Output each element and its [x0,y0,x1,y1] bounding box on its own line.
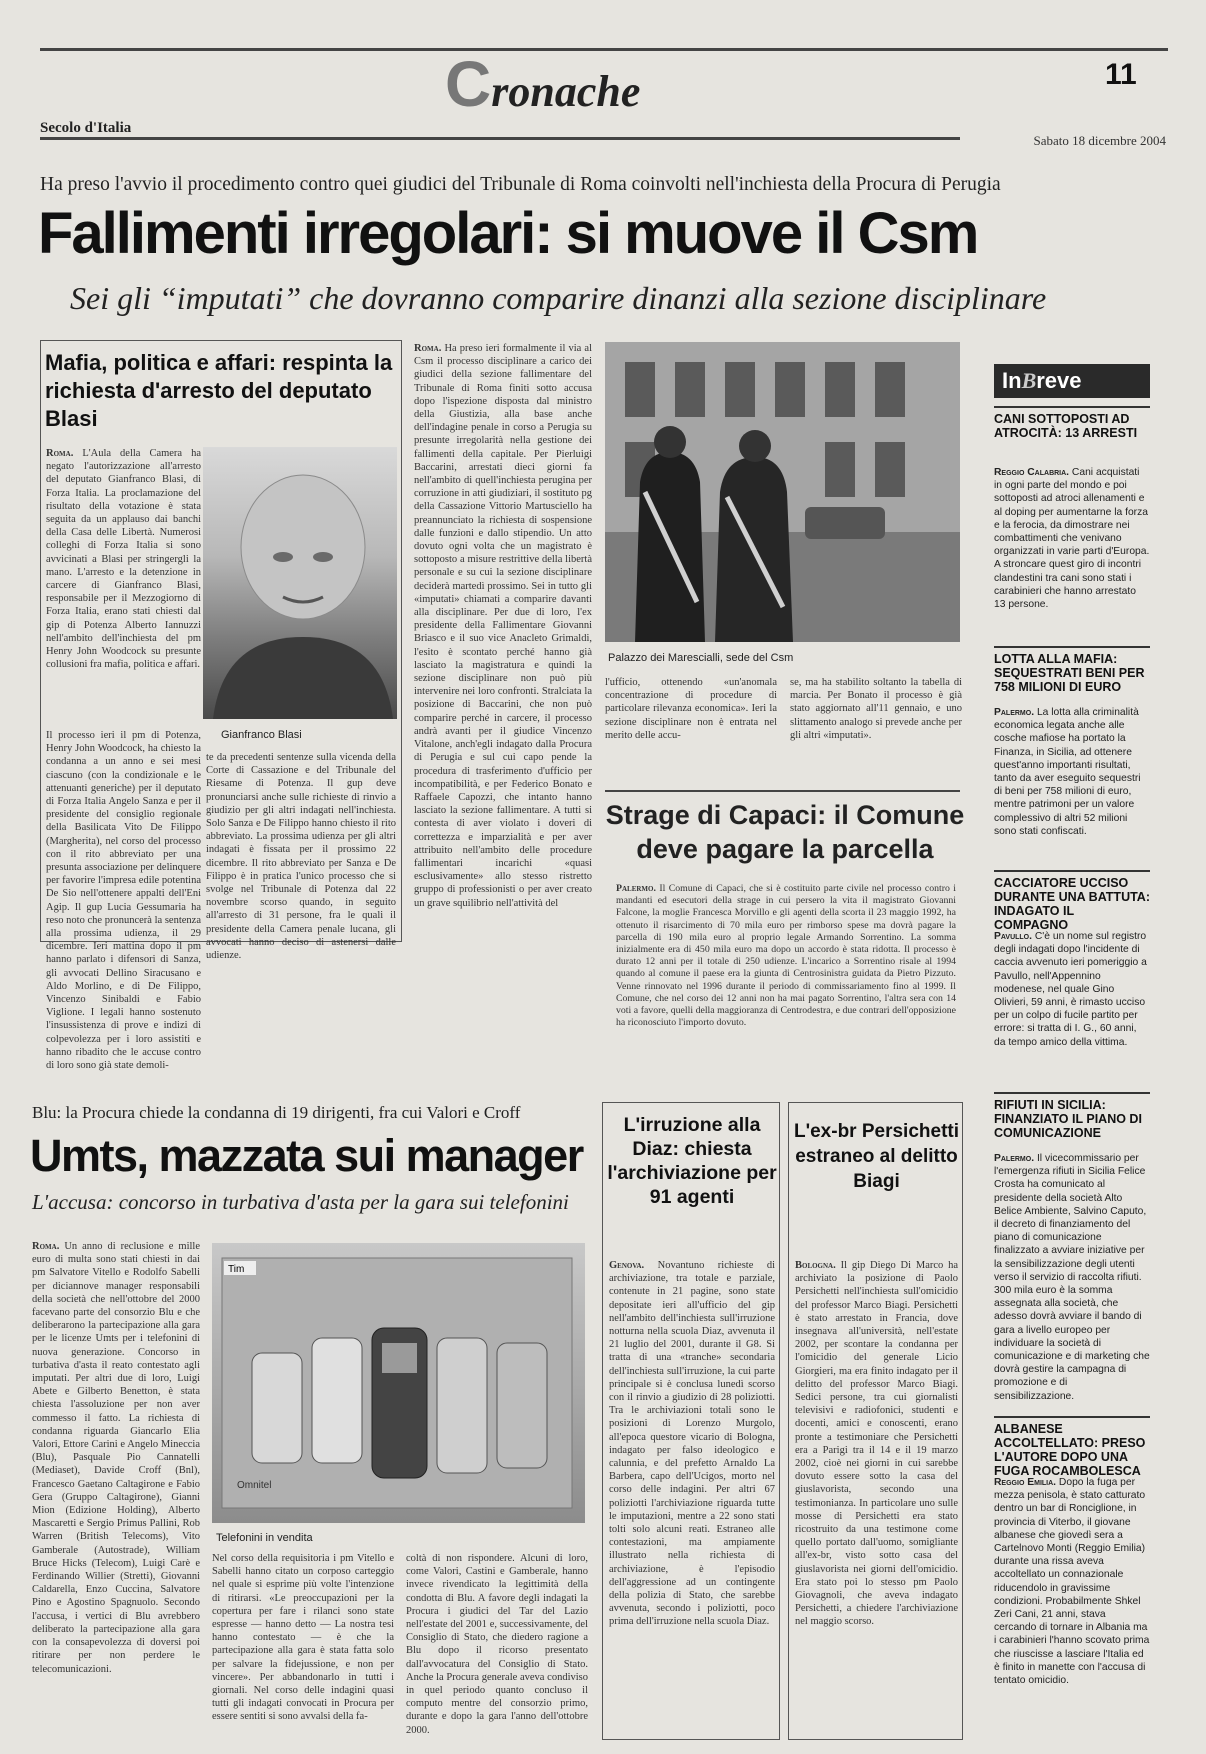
blasi-dateline: Roma. [46,448,74,459]
blasi-text-2: te da precedenti sentenze sulla vicenda della Corte di Cassazione e del Tribunale del Riesame di Potenza. Il gup deve pronunciarsi anche sulle richieste di rinvio a giudizio per gli altri indagati nell'inchiesta. Solo Sanza e De Filippo hanno chiesto il rito abbreviato. La prossima udienza per gli altri indagati è fissata per il prossimo 22 dicembre. Il rito abbreviato per Sanza e De Filippo è in pratica l'unico processo che si svolge nel Tribunale di Potenza dal 22 novembre scorso quando, in seguito all'arresto di 31 persone, fra le quali il presidente della Camera penale lucana, gli avvocati hanno deciso di astenersi dalle udienze. [206,752,396,962]
main-text-3: se, ma ha stabilito soltanto la tabella di marcia. Per Bonato il processo è già stato aggiornato all'11 gennaio, e uno slittamento analogo si prevede anche per gli altri «imputati». [790,677,962,741]
csm-photo-svg [605,342,960,642]
brief-2-text [994,706,1150,856]
brief-1-title: CANI SOTTOPOSTI AD ATROCITÀ: 13 ARRESTI [994,412,1138,440]
page-number: 11 [1105,58,1137,91]
umts-text-2: Nel corso della requisitoria i pm Vitello e Sabelli hanno citato un corposo carteggio nel quale si esprime più volte l'intenzione di ritirarsi. «Le preoccupazioni per la copertura per fare i rilanci sono state espresse — hanno detto — La nostra tesi hanno contestato — è che la partecipazione alla gara è stata fatta solo per salvare la fidejussione, e non per vincere». Per abbandonarlo in tutti i giornali. Nel corso delle indagini quasi tutti gli indagati convocati in Procura per essere sentiti si sono avvalsi della fa- [212,1553,394,1723]
brief-2-title: LOTTA ALLA MAFIA: SEQUESTRATI BENI PER 758 MILIONI DI EURO [994,652,1145,694]
blasi-story-box [40,340,402,1072]
brief-sep-4 [994,1092,1150,1094]
brief-sep-1 [994,406,1150,408]
main-subhead: Sei gli “imputati” che dovranno comparire dinanzi alla sezione disciplinare [70,280,1047,316]
csm-photo-caption: Palazzo dei Marescialli, sede del Csm [608,652,794,664]
diaz-dateline: Genova. [609,1260,645,1271]
blasi-text-col2 [206,751,396,962]
brief-3-title: CACCIATORE UCCISO DURANTE UNA BATTUTA: INDAGATO IL COMPAGNO [994,876,1150,932]
main-text-col1 [414,342,592,944]
brief-5-title: ALBANESE ACCOLTELLATO: PRESO L'AUTORE DOPO UNA FUGA ROCAMBOLESCA [994,1422,1146,1478]
issue-date: Sabato 18 dicembre 2004 [1033,133,1166,148]
capaci-headline: Strage di Capaci: il Comune deve pagare la parcella [605,800,965,864]
umts-dateline: Roma. [32,1241,60,1252]
umts-headline: Umts, mazzata sui manager [30,1130,583,1181]
in-breve-logo-in: In [1002,368,1022,393]
masthead-top-rule [40,48,1168,51]
paper-name: Secolo d'Italia [40,120,132,136]
umts-text-col2 [212,1552,394,1737]
main-text-col2 [605,676,777,796]
blasi-headline: Mafia, politica e affari: respinta la richiesta d'arresto del deputato Blasi [45,350,393,431]
brief-4-dateline: Palermo. [994,1153,1035,1164]
umts-kicker: Blu: la Procura chiede la condanna di 19 dirigenti, fra cui Valori e Croff [32,1103,521,1122]
blasi-photo [203,447,397,719]
brief-5-body: Dopo la fuga per mezza penisola, è stato catturato dentro un bar di Ronciglione, in provincia di Viterbo, il giovane albanese che giovedì sera a Cartelnovo Monti (Reggio Emilia) durante una rissa aveva accoltellato un connazionale riducendolo in gravissime condizioni. Probabilmente Shkel Zeri Cani, 21 anni, stava cercando di tornare in Albania ma i carabinieri l'hanno scovato prima che riuscisse a lasciare l'Italia ed è finito in manette con l'accusa di tentato omicidio. [994,1477,1150,1687]
blasi-text-1a: L'Aula della Camera ha negato l'autorizzazione all'arresto del deputato Gianfranco Blasi, di Forza Italia. La proclamazione del risultato della votazione è stata seguita da un applauso dai banchi della Casa delle Libertà. Numerosi colleghi di Forza Italia si sono avvicinati a Blasi per stringergli la mano. L'arresto e la detenzione in carcere di Gianfranco Blasi, responsabile per il Mezzogiorno di Forza Italia, erano stati chiesti dal gip di Potenza Alberto Iannuzzi nell'ambito dell'inchiesta del pm Henry John Woodcock su presunte collusioni fra mafia, politica e affari. [46,448,201,671]
in-breve-logo-rest: reve [1036,368,1082,393]
section-initial: C [445,48,492,120]
main-headline: Fallimenti irregolari: si muove il Csm [38,201,978,266]
brief-5-dateline: Reggio Emilia. [994,1477,1057,1488]
capaci-dateline: Palermo. [616,883,656,894]
phones-display-tag: Tim [228,1264,245,1275]
biagi-dateline: Bologna. [795,1260,836,1271]
in-breve-logo [994,364,1150,398]
brief-2-body: La lotta alla criminalità economica legata anche alle cosche mafiose ha portato la Finanza, in Sicilia, ad ottenere quest'anno importanti risultati, tanto da aver eseguito sequestri di beni per 758 milioni di euro, mentre patrimoni per un valore complessivo di altri 52 milioni sono stati confiscati. [994,707,1141,837]
brief-sep-2 [994,646,1150,648]
in-breve-logo-b: B [1021,368,1037,393]
masthead-bottom-rule [40,137,960,140]
main-kicker: Ha preso l'avvio il procedimento contro quei giudici del Tribunale di Roma coinvolti nell'inchiesta della Procura di Perugia [40,174,1001,195]
umts-text-col1 [32,1240,200,1735]
brief-sep-3 [994,870,1150,872]
diaz-text [609,1259,775,1735]
umts-text-1: Un anno di reclusione e mille euro di multa sono stati chiesti in dai pm Salvatore Vitello e Rodolfo Sabelli per diciannove manager responsabili della società che nell'ottobre del 2000 facevano parte del consorzio Blu e che deliberarono la partecipazione alla gara per le licenze Umts per i telefonini di nuova generazione. Concorso in turbativa d'asta il reato contestato agli imputati. Per altri due di loro, Luigi Abete e Gilberto Benetton, è stata chiesta l'assoluzione per non aver commesso il fatto. La richiesta di condanna riguarda Giancarlo Elia Valori, Ettore Carini e Angelo Mineccia (Blu), Pasquale Pio Cannatelli (Mediaset), Davide Croff (Bnl), Francesco Gaetano Caltagirone e Fabio Gera (Gruppo Caltagirone), Gianni Mion (Edizione Holding), Alberto Mascaretti e Sergio Primus Pallini, Rob Warren (British Telecoms), Vito Gamberale (Autostrade), William Bruce Hicks (Telecom), Luigi Carè e Ferdinando Willier (Stretti), Giovanni Caldarella, Enzo Cuccina, Salvatore Pino e Agostino Spagnuolo. Secondo l'accusa, i vertici di Blu avrebbero deliberato la partecipazione alla gara con la consapevolezza di doversi poi ritirare per non perdere le telecomunicazioni. [32,1241,200,1675]
capaci-body: Il Comune di Capaci, che si è costituito parte civile nel processo contro i mandanti ed esecutori della strage in cui persero la vita il magistrato Giovanni Falcone, la moglie Francesca Morvillo e gli agenti della scorta il 23 maggio 1992, ha ottenuto il risarcimento di 70 mila euro per rimborso spese ma dovrà pagare la parcella di 190 mila euro al proprio legale Armando Sorrentino. La somma inizialmente era di 450 mila euro ma dopo un accordo è stata ridotta. Il processo è durato 12 anni per il totale di 250 udienze. L'incarico a Sorrentino risale al 1994 quando al comune il paese era la giunta di Centrosinistra guidata da Pietro Pizzuto. Venne rinnovato nel 1996 durante il periodo di commissariamento fino al 1999. Il Comune, che nel corso dei 12 anni non ha mai pagato Sorrentino, l'altra sera con 14 voti a favore, quelli della maggioranza di Centrodestra, e due contrari dell'opposizione ha riconosciuto l'importo dovuto. [616,883,957,1029]
diaz-body: Novantuno richieste di archiviazione, tra totale e parziale, contenute in 21 pagine, sono state depositate ieri all'ufficio del gip nell'ambito dell'inchiesta sull'irruzione notturna nella scuola Diaz, avvenuta il 21 luglio del 2001, durante il G8. Si tratta di una «tranche» secondaria dell'inchiesta sull'irruzione, la cui parte principale si è conclusa lunedì scorso con il rinvio a giudizio di 28 poliziotti. Tra le archiviazioni totali sono le posizioni di Lorenzo Murgolo, all'epoca questore vicario di Bologna, indagato per falso ideologico e calunnia, e del prefetto Arnaldo La Barbera, capo dell'Ucigos, morto nel corso delle indagini. Per altri 67 poliziotti l'archiviazione riguarda tutte le imputazioni, mentre a 22 sono stati tolti solo alcuni reati. Estraneo alle contestazioni, ma ampiamente illustrato nella richiesta di archiviazione, è l'episodio dell'aggressione ad un contingente della polizia di Stato, che sarebbe avvenuta, secondo i poliziotti, poco prima dell'irruzione nella scuola Diaz. [609,1260,775,1628]
blasi-text-col1b [46,729,201,1072]
brief-sep-5 [994,1416,1150,1418]
diaz-headline: L'irruzione alla Diaz: chiesta l'archiviazione per 91 agenti [607,1114,777,1208]
diaz-story-box [602,1102,780,1740]
phones-display-label: Omnitel [237,1480,272,1491]
brief-3-text [994,930,1150,1080]
brief-1-dateline: Reggio Calabria. [994,467,1070,478]
brief-3-body: C'è un nome sul registro degli indagati dopo l'incidente di caccia avvenuto ieri pomeriggio a Pavullo, nell'Appennino modenese, nel quale Gino Olivieri, 59 anni, è rimasto ucciso per un colpo di fucile partito per errore: si tratta di I. G., 60 anni, da tempo amico della vittima. [994,931,1147,1048]
csm-photo [605,342,960,642]
main-text-1: Ha preso ieri formalmente il via al Csm il processo disciplinare a carico dei giudici della sezione fallimentare del Tribunale di Roma finiti sotto accusa dopo l'ispezione disposta dal ministro della Giustizia, alla base anche dell'indagine penale in corso a Perugia su presunte irregolarità nella gestione dei fallimenti della capitale. Per Pierluigi Baccarini, arrestati dieci giorni fa nell'ambito di quell'inchiesta perugina per corruzione in atti giudiziari, il sostituto pg della Cassazione Vittorio Martusciello ha preannunciato la richiesta di sospensione dalle funzioni e dallo stipendio. Un atto dovuto ogni volta che un magistrato è sottoposto a misure restrittive della libertà personale e su cui la sezione disciplinare deciderà martedì prossimo. Sei in tutto gli «imputati» chiamati a comparire davanti alla disciplinare. Per due di loro, l'ex presidente della Fallimentare Giovanni Briasco e il suo vice Anacleto Grimaldi, l'esito è scontato perché hanno già lasciato la magistratura e quindi la sezione disciplinare non può più intervenire nei loro confronti. Stralciata la posizione di Baccarini, che non può comparire perché in carcere, il processo andrà avanti per il giudice Vincenzo Vitalone, anch'egli indagato dalla Procura di Perugia e sul cui capo pende la procedura di trasferimento d'ufficio per incompatibilità, e per Federico Bonato e Raffaele Capozzi, che intanto hanno lasciato la sezione fallimentare. A tutti si contesta di aver violato i doveri di correttezza e imparzialità e per aver attribuito nell'ambito delle procedure fallimentari incarichi «quasi esclusivamente» allo stesso ristretto gruppo di professionisti o per aver creato un grave squilibrio nell'attività del [414,343,592,909]
blasi-photo-caption: Gianfranco Blasi [221,729,302,741]
umts-text-3: coltà di non rispondere. Alcuni di loro, come Valori, Castini e Gamberale, hanno invece rivendicato la legittimità della condotta di Blu. A favore degli indagati la Procura i giudici del Tar del Lazio nell'estate del 2001 e, successivamente, del Consiglio di Stato, che diedero ragione a Blu dopo il ricorso presentato dall'avvocatura del Consiglio di Stato. Anche la Procura generale aveva condiviso in quel periodo quanto concluso il computo mentre del consorzio primo, durante e dopo la gara l'anno dell'ottobre 2000. [406,1553,588,1736]
phones-photo-svg [212,1243,585,1523]
capaci-top-rule [605,790,960,792]
in-breve-column [978,356,1156,1744]
main-text-2: l'ufficio, ottenendo «un'anomala concentrazione di procedure di particolare rilevanza economica». Ieri la sezione disciplinare non è entrata nel merito delle accu- [605,677,777,741]
brief-2-dateline: Palermo. [994,707,1035,718]
umts-text-col3 [406,1552,588,1737]
masthead-section-title [445,48,641,120]
main-text-col3 [790,676,962,796]
main-dateline: Roma. [414,343,442,354]
umts-subhead: L'accusa: concorso in turbativa d'asta per la gara sui telefonini [32,1190,569,1214]
brief-1-text [994,466,1150,636]
brief-4-title: RIFIUTI IN SICILIA: FINANZIATO IL PIANO DI COMUNICAZIONE [994,1098,1142,1140]
blasi-portrait-svg [203,447,397,719]
blasi-text-1b: Il processo ieri il pm di Potenza, Henry John Woodcock, ha chiesto la condanna a un anno e sei mesi ciascuno (con la condizionale e le attenuanti generiche) per il deputato di Forza Italia Angelo Sanza e per il presidente del consiglio regionale della Basilicata Vito De Filippo (Margherita), nel corso del processo con il rito abbreviato per una presunta associazione per delinquere per favorire l'impresa edile potentina De Sio nell'ottenere appalti dell'Eni Agip. Il gup Lucia Gessumaria ha reso noto che pronuncerà la sentenza alla prossima udienza, il 29 dicembre. Ieri mattina dopo il pm hanno parlato i difensori di Sanza, gli avvocati Dellino Siracusano e Aldo Morlino, e di De Filippo, Vincenzo Sinibaldi e Fabio Viglione. I legali hanno sostenuto l'insussistenza di prove e indizi di colpevolezza per i loro assistiti e hanno ribadito che le accuse contro di loro sono già state demoli- [46,730,201,1072]
blasi-text-col1a [46,447,201,727]
brief-4-body: Il vicecommissario per l'emergenza rifiuti in Sicilia Felice Crosta ha comunicato al presidente della società Alto Belice Ambiente, Salvino Caputo, il decreto di finanziamento del piano di comunicazione finalizzato a avviare iniziative per la sensibilizzazione degli utenti verso il servizio di raccolta rifiuti. 300 mila euro è la somma assegnata alla società, che adesso dovrà avviare il bando di gara a livello europeo per individuare la società di comunicazione e di marketing che dovrà gestire la campagna di promozione e di sensibilizzazione. [994,1153,1150,1402]
section-rest: ronache [491,67,641,116]
phones-photo [212,1243,585,1523]
biagi-body: Il gip Diego Di Marco ha archiviato la posizione di Paolo Persichetti nell'inchiesta sull'omicidio del professor Marco Biagi. Persichetti è stato arrestato in Francia, dove insegnava all'università, nell'estate 2002, per scontare la condanna per l'omicidio del generale Licio Giorgieri, ma era finito indagato per il delitto del professor Marco Biagi. Sedici persone, tra cui giornalisti televisivi e radiofonici, studenti e docenti, amici e conoscenti, erano pronte a testimoniare che Persichetti era a Parigi tra il 14 e il 19 marzo 2002, cioè nei giorni in cui sarebbe dovuto essere sotto la casa del giuslavorista, secondo una testimonianza. In particolare uno sulle mosse di Persichetti era stato ricostruito da una testimone come quello portato dall'uomo, somigliante all'ex-br, visto sotto casa del giuslavorista nei giorni dell'omicidio. Era stato poi lo stesso pm Paolo Giovagnoli, che aveva indagato Persichetti, a chiedere l'archiviazione nel maggio scorso. [795,1260,958,1628]
biagi-headline: L'ex-br Persichetti estraneo al delitto Biagi [793,1121,960,1192]
capaci-text [616,883,956,1063]
phones-photo-caption: Telefonini in vendita [216,1532,313,1544]
brief-5-text [994,1476,1150,1742]
biagi-text [795,1259,958,1735]
brief-1-body: Cani acquistati in ogni parte del mondo e poi sottoposti ad atroci allenamenti e al doping per aumentarne la forza e la ferocia, da dimostrare nei combattimenti che venivano organizzati in varie parti d'Europa. A stroncare quest giro di incontri clandestini tra cani sono stati i carabinieri che hanno arrestato 13 persone. [994,467,1150,611]
biagi-story-box [788,1102,963,1740]
brief-3-dateline: Pavullo. [994,931,1032,942]
